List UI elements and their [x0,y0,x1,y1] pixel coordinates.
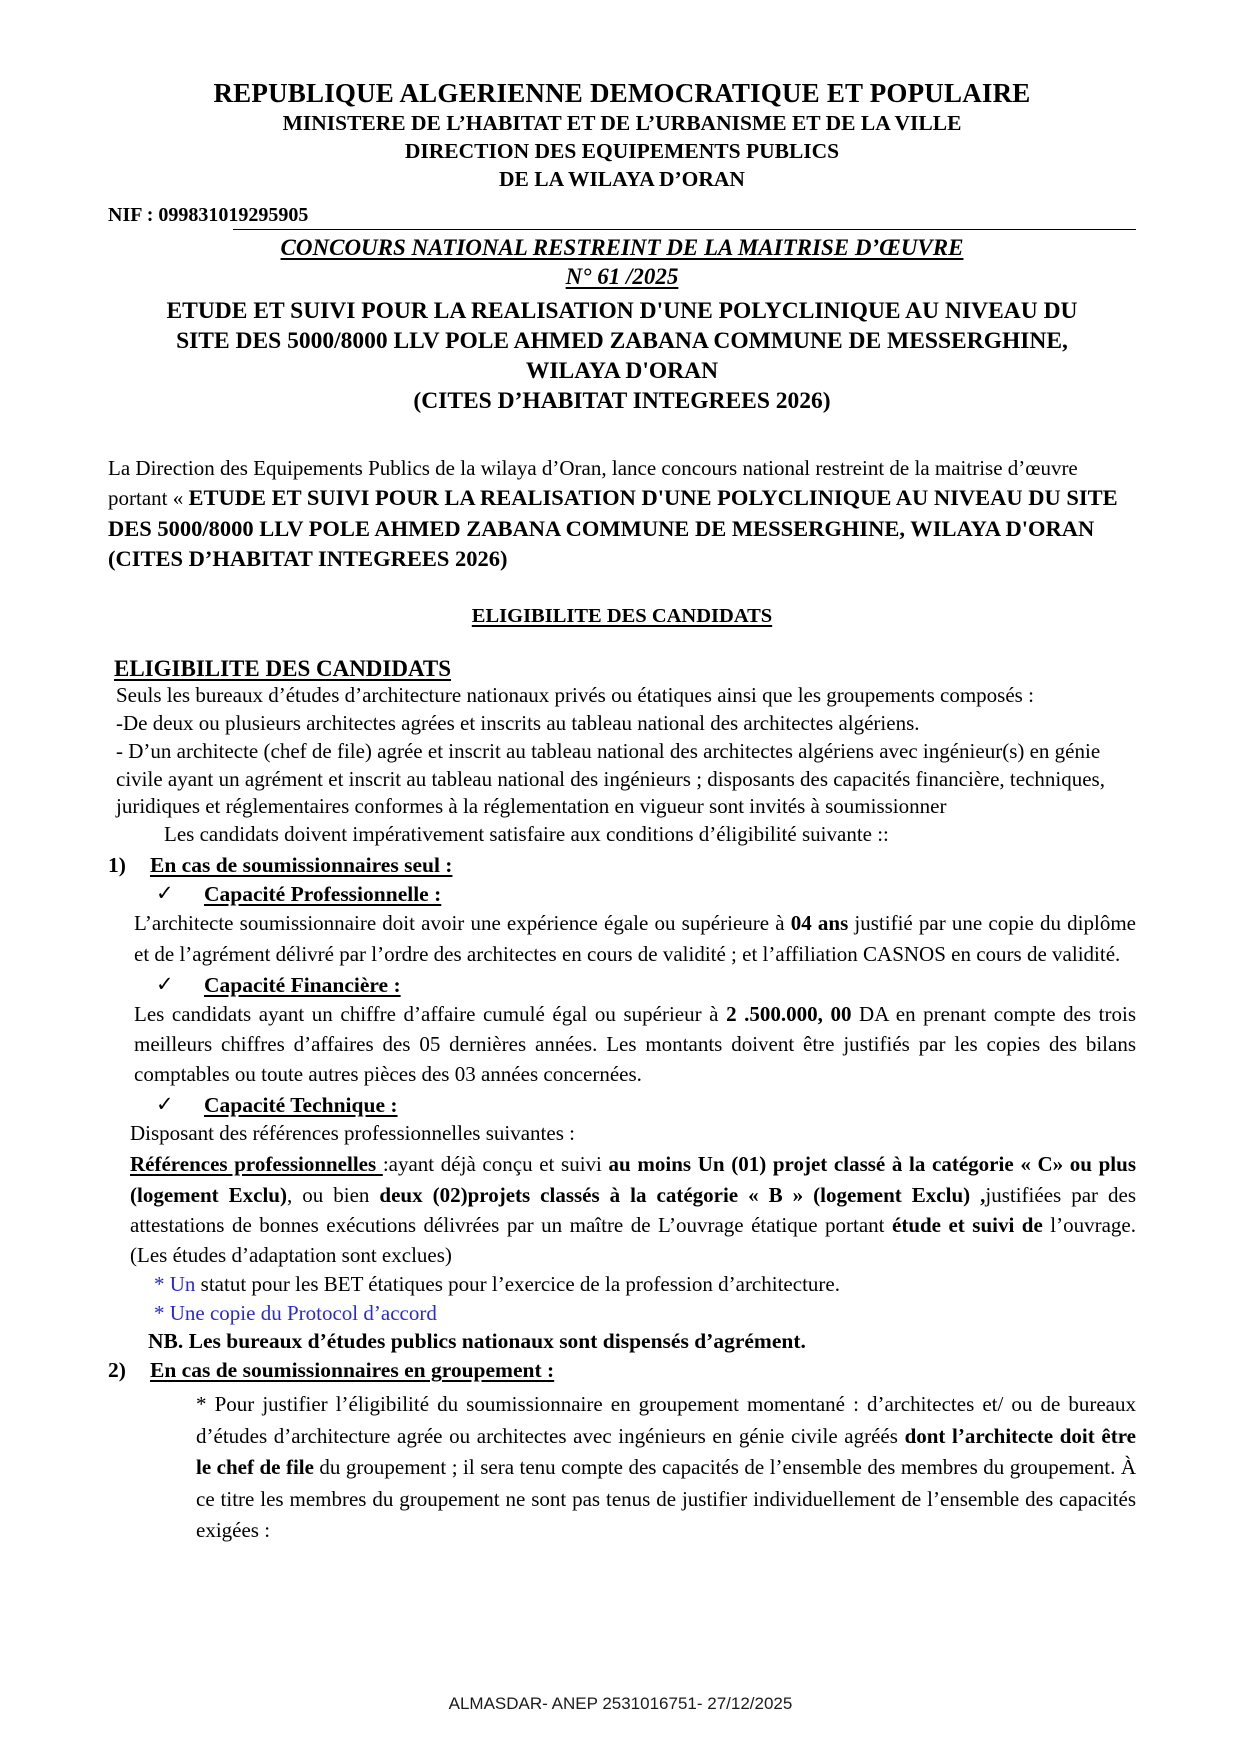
capacite-financiere-heading [108,973,1136,998]
section-1-marker: 1) [108,853,126,878]
eligibility-centered-title-text: ELIGIBILITE DES CANDIDATS [471,604,773,627]
ministry-heading: MINISTERE DE L’HABITAT ET DE L’URBANISME ET DE LA VILLE [282,110,962,135]
document-content [108,0,1136,1547]
blue-note-1-black: statut pour les BET étatiques pour l’exercice de la profession d’architecture. [195,1272,840,1297]
cap-pro-bold-value: 04 ans [790,911,849,936]
ref-bold-1: au moins Un (01) projet classé à la catégorie « C» ou plus (logement Exclu) [130,1152,1136,1207]
ref-text-3: justifiées par des attestations de bonnes exécutions délivrées par un maître de L’ouvrage étatique portant [130,1182,1137,1237]
direction-heading: DIRECTION DES EQUIPEMENTS PUBLICS [404,138,840,163]
capacite-professionnelle-heading [108,882,1136,907]
page-footer: ALMASDAR- ANEP 2531016751- 27/12/2025 [448,1694,793,1713]
ref-bold-3: étude et suivi de [892,1212,1043,1237]
capacite-technique-intro: Disposant des références professionnelles suivantes : [130,1121,575,1146]
ref-text-4: l’ouvrage. (Les études d’adaptation sont exclues) [130,1212,1136,1268]
cap-pro-text-before: L’architecte soumissionnaire doit avoir une expérience égale ou supérieure à [134,911,791,936]
object-line-1: ETUDE ET SUIVI POUR LA REALISATION D'UNE POLYCLINIQUE AU NIVEAU DU [166,298,1078,325]
nif-row [108,204,1136,230]
eligibility-paragraph-1: Seuls les bureaux d’études d’architecture nationaux privés ou étatiques ainsi que les groupements composés : [116,682,1034,707]
cap-pro-text-after: justifié par une copie du diplôme et de l’agrément délivré par l’ordre des architectes en cours de validité ; et l’affiliation CASNOS en cours de validité. [134,911,1136,966]
section-2-heading [108,1358,1136,1383]
capacite-financiere-text [108,999,1136,1090]
blue-note-1-blue: Un [169,1272,196,1297]
capacite-financiere-title: Capacité Financière : [204,972,401,997]
capacite-technique-title: Capacité Technique : [204,1093,398,1118]
section-2-bold-part: dont l’architecte doit être le chef de file [196,1423,1136,1480]
concours-number-text: N° 61 /2025 [565,264,679,290]
blue-note-2: * Une copie du Protocol d’accord [154,1300,437,1325]
checkmark-icon: ✓ [156,971,174,996]
checkmark-icon: ✓ [156,881,174,906]
section-2-title: En cas de soumissionnaires en groupement : [150,1358,555,1383]
eligibility-conditions-line: Les candidats doivent impérativement satisfaire aux conditions d’éligibilité suivante :: [164,822,889,847]
concours-title-text: CONCOURS NATIONAL RESTREINT DE LA MAITRISE D’ŒUVRE [280,234,964,260]
project-object-title [108,296,1136,416]
eligibility-section-title [108,656,1136,682]
ref-text-1: :ayant déjà conçu et suivi [382,1152,609,1177]
object-line-3: WILAYA D'ORAN [525,358,719,385]
header-divider [233,229,1136,230]
section-2-text-before: * Pour justifier l’éligibilité du soumissionnaire en groupement momentané : d’architectes et/ ou de bureaux d’études d’architecture agrée ou architectes avec ingénieurs en génie civile agréés [196,1392,1136,1448]
eligibility-centered-title [108,605,1136,628]
capacite-professionnelle-text [108,908,1136,968]
section-2-text-after: du groupement ; il sera tenu compte des capacités de l’ensemble des membres du groupement. À ce titre les membres du groupement ne sont pas tenus de justifier individuellement de l’ensemble des capacités exigées : [196,1455,1136,1543]
references-label: Références professionnelles [130,1152,383,1177]
blue-note-1-star: * [154,1272,170,1297]
section-1-heading [108,853,1136,878]
eligibility-dash-2: - D’un architecte (chef de file) agrée et inscrit au tableau national des architectes algériens avec ingénieur(s) en génie civile ayant un agrément et inscrit au tableau national des ingénieurs ; disposants des capacités financière, techniques, juridiques et réglementaires conformes à la réglementation en vigueur sont invités à soumissionner [116,738,1105,819]
references-professionnelles-block [108,1149,1136,1270]
wilaya-heading: DE LA WILAYA D’ORAN [499,166,745,191]
nb-note: NB. Les bureaux d’études publics nationaux sont dispensés d’agrément. [148,1329,806,1354]
section-2-marker: 2) [108,1358,126,1383]
concours-number [108,264,1136,290]
lead-paragraph [108,454,1136,574]
republic-heading: REPUBLIQUE ALGERIENNE DEMOCRATIQUE ET POPULAIRE [213,78,1031,108]
section-2-paragraph [108,1389,1136,1547]
object-line-4: (CITES D’HABITAT INTEGREES 2026) [413,388,831,415]
capacite-technique-heading [108,1093,1136,1118]
cap-fin-text-after: DA en prenant compte des trois meilleurs chiffres d’affaires des 05 dernières années. Les montants doivent être justifiés par les copies des bilans comptables ou toute autres pièces des 03 années concernées. [134,1001,1136,1087]
ref-bold-2: deux (02)projets classés à la catégorie « B » (logement Exclu) , [379,1182,986,1207]
object-line-2: SITE DES 5000/8000 LLV POLE AHMED ZABANA COMMUNE DE MESSERGHINE, [176,328,1068,355]
ref-text-2: , ou bien [286,1182,380,1207]
lead-intro-text: La Direction des Equipements Publics de la wilaya d’Oran, lance concours national restreint de la maitrise d’œuvre portant « [108,456,1078,510]
capacite-professionnelle-title: Capacité Professionnelle : [204,882,442,907]
concours-title [108,233,1136,262]
cap-fin-bold-value: 2 .500.000, 00 [726,1001,852,1026]
eligibility-dash-1: -De deux ou plusieurs architectes agrées et inscrits au tableau national des architectes algériens. [116,710,920,735]
blue-note-1 [108,1270,1136,1299]
checkmark-icon: ✓ [156,1092,174,1117]
lead-object-bold: ETUDE ET SUIVI POUR LA REALISATION D'UNE POLYCLINIQUE AU NIVEAU DU SITE DES 5000/8000 LLV POLE AHMED ZABANA COMMUNE DE MESSERGHINE, WILAYA D'ORAN (CITES D’HABITAT INTEGREES 2026) [108,484,1118,572]
section-1-title: En cas de soumissionnaires seul : [150,853,453,878]
cap-fin-text-before: Les candidats ayant un chiffre d’affaire cumulé égal ou supérieur à [134,1001,727,1026]
eligibility-section-title-text: ELIGIBILITE DES CANDIDATS [114,655,452,681]
nif-value: NIF : 099831019295905 [108,203,309,226]
